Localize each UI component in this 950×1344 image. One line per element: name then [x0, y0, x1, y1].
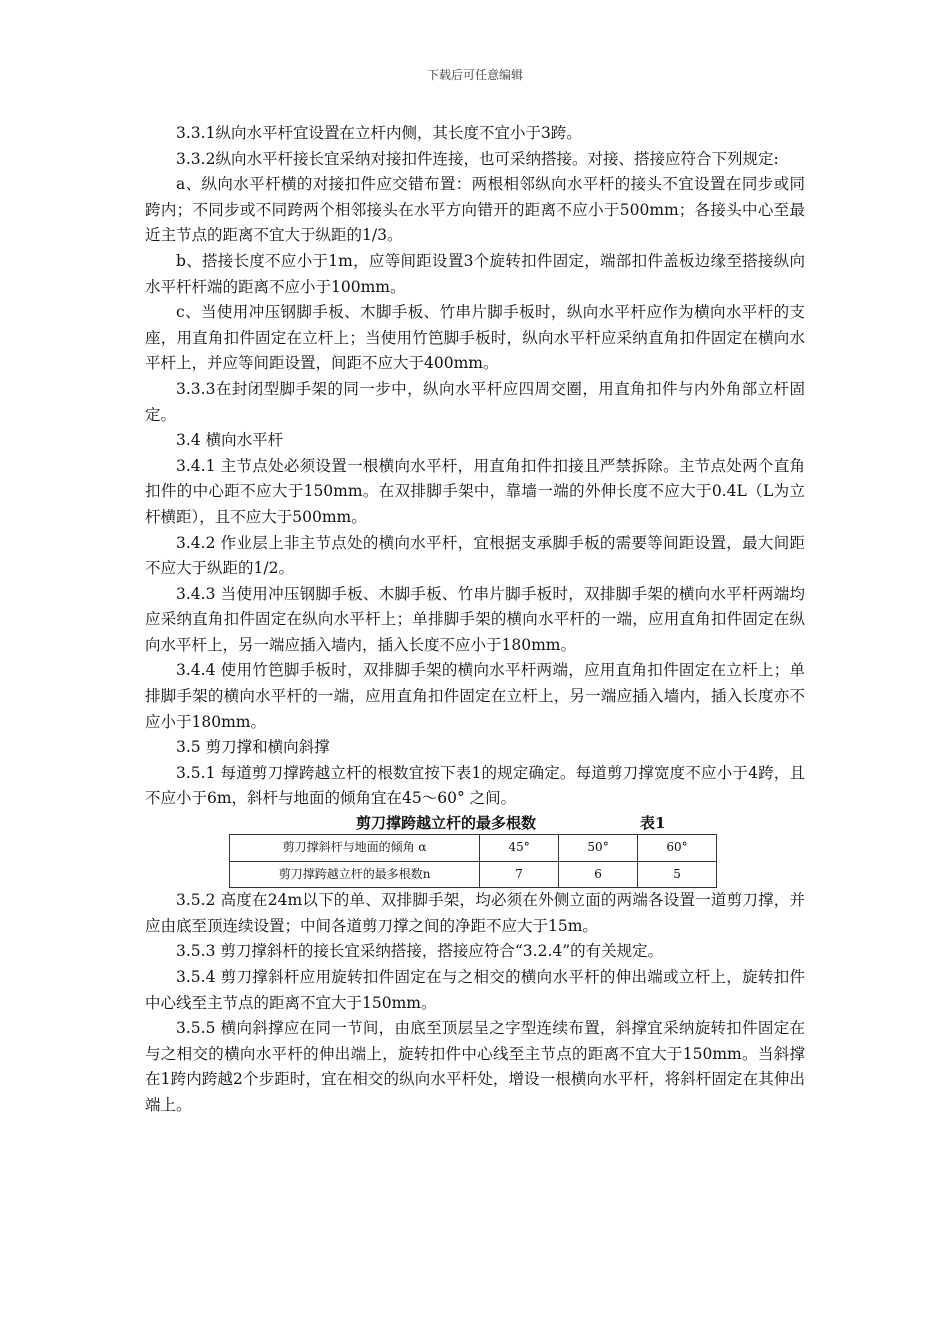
- paragraph: b、搭接长度不应小于1m，应等间距设置3个旋转扣件固定，端部扣件盖板边缘至搭接纵向水平杆杆端的距离不应小于100mm。: [145, 251, 805, 296]
- table-cell: 45°: [480, 835, 559, 862]
- table-number: 表1: [640, 814, 666, 833]
- table-cell: 剪刀撑跨越立杆的最多根数n: [230, 861, 480, 888]
- page-header: 下载后可任意编辑: [426, 68, 523, 82]
- paragraph: 3.5.5 横向斜撑应在同一节间，由底至顶层呈之字型连续布置，斜撑宜采纳旋转扣件固定在与之相交的横向水平杆的伸出端上，旋转扣件中心线至主节点的距离不宜大于150mm。当斜撑在1跨内跨越2个步距时，宜在相交的纵向水平杆处，增设一根横向水平杆，将斜杆固定在其伸出端上。: [145, 1019, 805, 1114]
- table-cell: 6: [559, 861, 638, 888]
- paragraph: 3.3.2纵向水平杆接长宜采纳对接扣件连接，也可采纳搭接。对接、搭接应符合下列规定:: [176, 149, 779, 168]
- paragraph: c、当使用冲压钢脚手板、木脚手板、竹串片脚手板时，纵向水平杆应作为横向水平杆的支座，用直角扣件固定在立杆上；当使用竹笆脚手板时，纵向水平杆应采纳直角扣件固定在横向水平杆上，并应等间距设置，间距不应大于400mm。: [145, 303, 805, 373]
- paragraph: 3.4.3 当使用冲压钢脚手板、木脚手板、竹串片脚手板时，双排脚手架的横向水平杆两端均应采纳直角扣件固定在纵向水平杆上；单排脚手架的横向水平杆的一端，应用直角扣件固定在纵向水平杆上，另一端应插入墙内，插入长度不应小于180mm。: [145, 584, 805, 654]
- paragraph: 3.4.4 使用竹笆脚手板时，双排脚手架的横向水平杆两端，应用直角扣件固定在立杆上；单排脚手架的横向水平杆的一端，应用直角扣件固定在立杆上，另一端应插入墙内，插入长度亦不应小于180mm。: [145, 661, 805, 731]
- paragraph: 3.4.1 主节点处必须设置一根横向水平杆，用直角扣件扣接且严禁拆除。主节点处两个直角扣件的中心距不应大于150mm。在双排脚手架中，靠墙一端的外伸长度不应大于0.4L（L为立杆横距），且不应大于500mm。: [145, 456, 805, 526]
- data-table: [229, 834, 717, 888]
- paragraph: a、纵向水平杆横的对接扣件应交错布置：两根相邻纵向水平杆的接头不宜设置在同步或同跨内；不同步或不同跨两个相邻接头在水平方向错开的距离不应小于500mm；各接头中心至最近主节点的距离不宜大于纵距的1/3。: [145, 175, 805, 245]
- paragraph: 3.3.3在封闭型脚手架的同一步中，纵向水平杆应四周交圈，用直角扣件与内外角部立杆固定。: [145, 379, 805, 424]
- table-row: [230, 861, 717, 888]
- paragraph: 3.5.1 每道剪刀撑跨越立杆的根数宜按下表1的规定确定。每道剪刀撑宽度不应小于4跨，且不应小于6m，斜杆与地面的倾角宜在45～60° 之间。: [145, 763, 805, 808]
- paragraph: 3.4.2 作业层上非主节点处的横向水平杆，宜根据支承脚手板的需要等间距设置，最大间距不应大于纵距的1/2。: [145, 533, 805, 578]
- table-cell: 剪刀撑斜杆与地面的倾角 α: [230, 835, 480, 862]
- section-heading: 3.5 剪刀撑和横向斜撑: [176, 738, 330, 757]
- table-caption: [145, 812, 805, 834]
- paragraph: 3.3.1纵向水平杆宜设置在立杆内侧，其长度不宜小于3跨。: [176, 124, 582, 142]
- table-row: [230, 835, 717, 862]
- section-heading: 3.4 横向水平杆: [176, 431, 284, 450]
- document-body: [145, 121, 805, 1119]
- table-cell: 50°: [559, 835, 638, 862]
- table-title: 剪刀撑跨越立杆的最多根数: [356, 814, 537, 833]
- paragraph: 3.5.4 剪刀撑斜杆应用旋转扣件固定在与之相交的横向水平杆的伸出端或立杆上，旋转扣件中心线至主节点的距离不宜大于150mm。: [145, 968, 805, 1012]
- paragraph: 3.5.3 剪刀撑斜杆的接长宜采纳搭接，搭接应符合“3.2.4”的有关规定。: [176, 942, 664, 961]
- table-cell: 60°: [638, 835, 717, 862]
- table-cell: 5: [638, 861, 717, 888]
- paragraph: 3.5.2 高度在24m以下的单、双排脚手架，均必须在外侧立面的两端各设置一道剪刀撑，并应由底至顶连续设置；中间各道剪刀撑之间的净距不应大于15m。: [145, 891, 805, 935]
- table-cell: 7: [480, 861, 559, 888]
